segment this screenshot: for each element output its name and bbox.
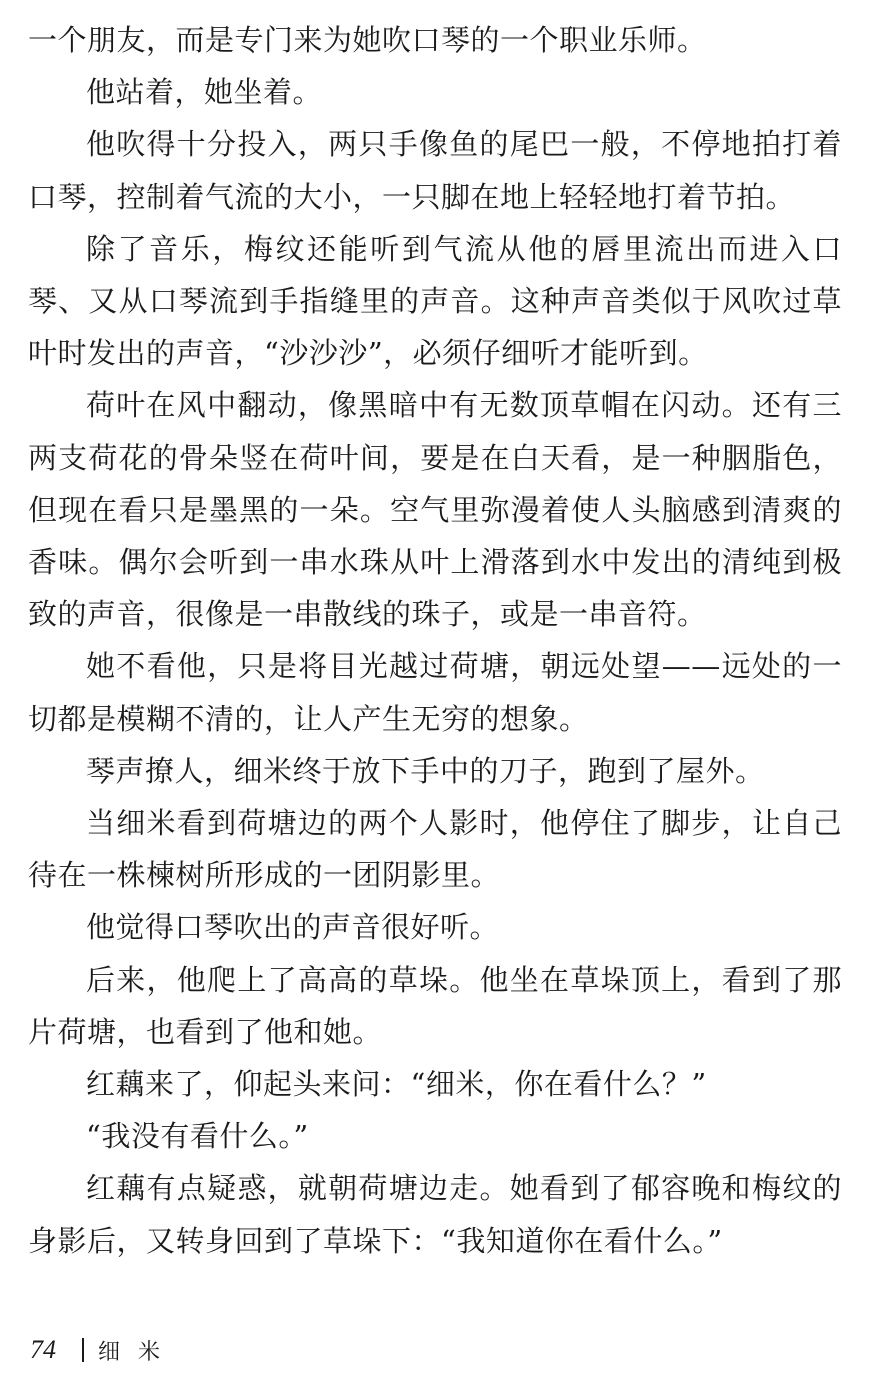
paragraph: 当细米看到荷塘边的两个人影时，他停住了脚步，让自己待在一株楝树所形成的一团阴影里。	[28, 806, 842, 893]
paragraph: 琴声撩人，细米终于放下手中的刀子，跑到了屋外。	[86, 753, 765, 788]
paragraph: 红藕有点疑惑，就朝荷塘边走。她看到了郁容晚和梅纹的身影后，又转身回到了草垛下：“我知道你在看什么。”	[28, 1171, 842, 1258]
paragraph: 他觉得口琴吹出的声音很好听。	[86, 910, 500, 945]
running-title: 细米	[98, 1339, 179, 1365]
paragraph: 他站着，她坐着。	[86, 75, 323, 110]
page-body	[28, 14, 842, 1267]
paragraph: 她不看他，只是将目光越过荷塘，朝远处望——远处的一切都是模糊不清的，让人产生无穷的想象。	[28, 649, 842, 736]
paragraph: 除了音乐，梅纹还能听到气流从他的唇里流出而进入口琴、又从口琴流到手指缝里的声音。这种声音类似于风吹过草叶时发出的声音，“沙沙沙”，必须仔细听才能听到。	[28, 231, 842, 371]
footer-divider	[82, 1338, 84, 1362]
page-footer	[30, 1330, 178, 1370]
paragraph: 后来，他爬上了高高的草垛。他坐在草垛顶上，看到了那片荷塘，也看到了他和她。	[28, 962, 842, 1049]
paragraph-continuation: 一个朋友，而是专门来为她吹口琴的一个职业乐师。	[28, 23, 707, 57]
paragraph: 荷叶在风中翻动，像黑暗中有无数顶草帽在闪动。还有三两支荷花的骨朵竖在荷叶间，要是在白天看，是一种胭脂色，但现在看只是墨黑的一朵。空气里弥漫着使人头脑感到清爽的香味。偶尔会听到一串水珠从叶上滑落到水中发出的清纯到极致的声音，很像是一串散线的珠子，或是一串音符。	[28, 388, 842, 632]
page-number: 74	[30, 1335, 56, 1364]
paragraph: 红藕来了，仰起头来问：“细米，你在看什么？”	[86, 1067, 707, 1102]
paragraph: “我没有看什么。”	[86, 1119, 309, 1154]
paragraph: 他吹得十分投入，两只手像鱼的尾巴一般，不停地拍打着口琴，控制着气流的大小，一只脚在地上轻轻地打着节拍。	[28, 127, 842, 214]
